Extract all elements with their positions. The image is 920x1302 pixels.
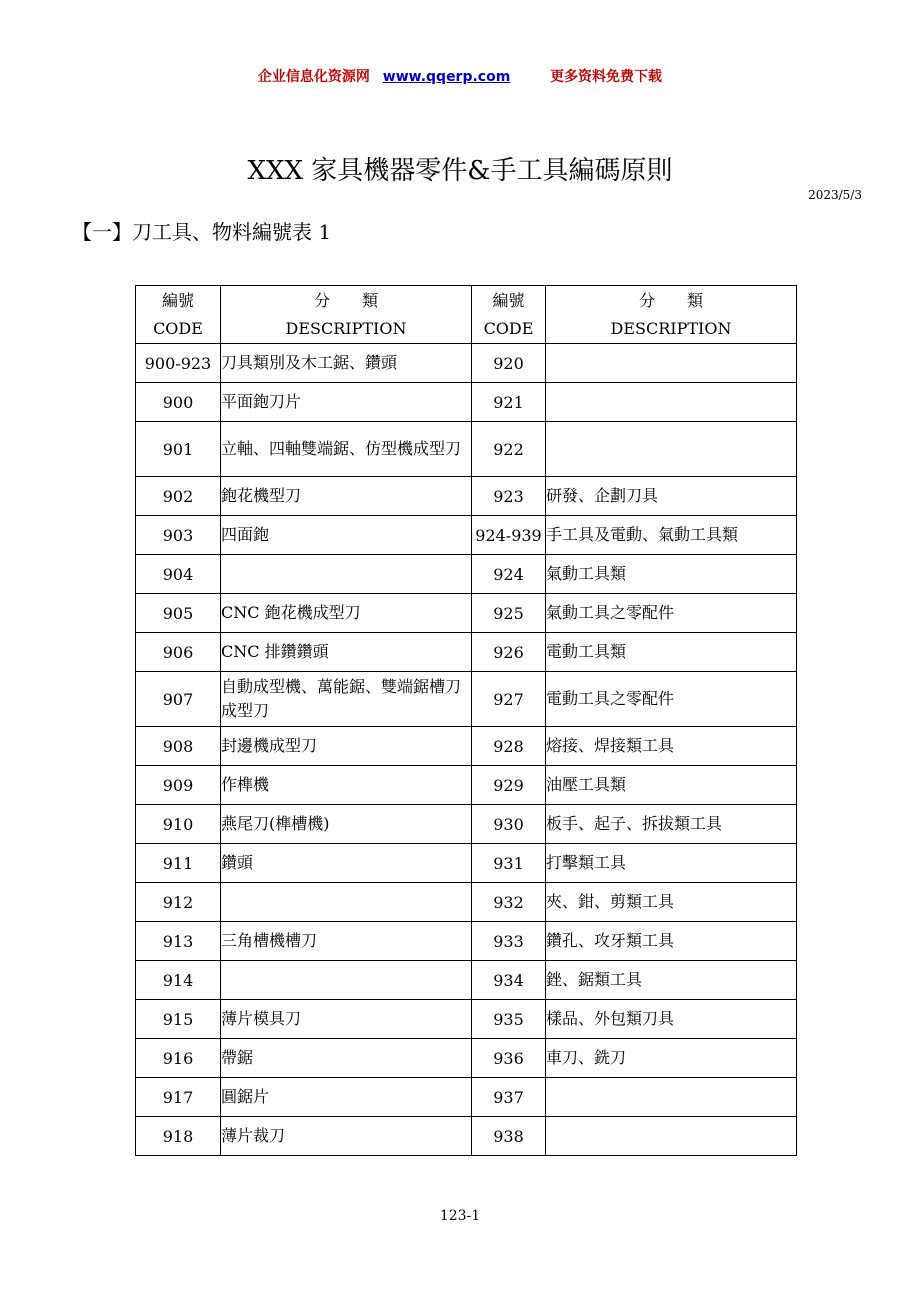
- code-left: 912: [136, 883, 221, 922]
- desc-left: 鉋花機型刀: [221, 477, 472, 516]
- desc-right: [546, 344, 797, 383]
- table-row: [136, 555, 797, 594]
- table-row: [136, 805, 797, 844]
- banner-right-text: 更多资料免费下载: [550, 69, 663, 85]
- code-left: 918: [136, 1117, 221, 1156]
- code-right: 928: [472, 727, 546, 766]
- code-left: 905: [136, 594, 221, 633]
- table-row: [136, 922, 797, 961]
- desc-right: 電動工具之零配件: [546, 672, 797, 727]
- table-header-row: [136, 286, 797, 344]
- code-left: 902: [136, 477, 221, 516]
- table-row: [136, 1000, 797, 1039]
- desc-left: 四面鉋: [221, 516, 472, 555]
- document-title: XXX 家具機器零件&手工具編碼原則: [247, 156, 673, 186]
- code-right: 924: [472, 555, 546, 594]
- code-right: 938: [472, 1117, 546, 1156]
- code-left: 917: [136, 1078, 221, 1117]
- table-row: [136, 383, 797, 422]
- code-right: 925: [472, 594, 546, 633]
- code-right: 934: [472, 961, 546, 1000]
- desc-left: 鑽頭: [221, 844, 472, 883]
- table-row: [136, 1117, 797, 1156]
- desc-left: CNC 排鑽鑽頭: [221, 633, 472, 672]
- desc-right: 打擊類工具: [546, 844, 797, 883]
- desc-right: [546, 1117, 797, 1156]
- desc-right: 電動工具類: [546, 633, 797, 672]
- desc-left: [221, 883, 472, 922]
- table-row: [136, 633, 797, 672]
- desc-left: 燕尾刀(榫槽機): [221, 805, 472, 844]
- table-row: [136, 594, 797, 633]
- code-left: 915: [136, 1000, 221, 1039]
- code-left: 906: [136, 633, 221, 672]
- desc-right: [546, 422, 797, 477]
- code-right: 929: [472, 766, 546, 805]
- code-left: 904: [136, 555, 221, 594]
- desc-left: 自動成型機、萬能鋸、雙端鋸槽刀成型刀: [221, 672, 472, 727]
- desc-right: [546, 383, 797, 422]
- desc-left: [221, 961, 472, 1000]
- desc-left: 圓鋸片: [221, 1078, 472, 1117]
- table-row: [136, 844, 797, 883]
- desc-right: 夾、鉗、剪類工具: [546, 883, 797, 922]
- table-row: [136, 477, 797, 516]
- code-right: 926: [472, 633, 546, 672]
- code-left: 916: [136, 1039, 221, 1078]
- desc-left: 封邊機成型刀: [221, 727, 472, 766]
- desc-left: [221, 555, 472, 594]
- desc-left: CNC 鉋花機成型刀: [221, 594, 472, 633]
- document-date: 2023/5/3: [808, 188, 862, 202]
- desc-right: 氣動工具類: [546, 555, 797, 594]
- code-right: 927: [472, 672, 546, 727]
- table-row: [136, 883, 797, 922]
- code-left: 911: [136, 844, 221, 883]
- table-row: [136, 516, 797, 555]
- desc-right: 手工具及電動、氣動工具類: [546, 516, 797, 555]
- desc-right: 銼、鋸類工具: [546, 961, 797, 1000]
- code-right: 931: [472, 844, 546, 883]
- table-row: [136, 422, 797, 477]
- desc-right: 氣動工具之零配件: [546, 594, 797, 633]
- code-left: 907: [136, 672, 221, 727]
- desc-left: 刀具類別及木工鋸、鑽頭: [221, 344, 472, 383]
- banner-link[interactable]: www.qqerp.com: [382, 69, 511, 85]
- desc-left: 平面鉋刀片: [221, 383, 472, 422]
- code-right: 936: [472, 1039, 546, 1078]
- desc-right: 車刀、銑刀: [546, 1039, 797, 1078]
- header-desc-right: 分 類 DESCRIPTION: [546, 286, 797, 344]
- desc-right: [546, 1078, 797, 1117]
- desc-left: 立軸、四軸雙端鋸、仿型機成型刀: [221, 422, 472, 477]
- header-code-left: 編號 CODE: [136, 286, 221, 344]
- table-row: [136, 766, 797, 805]
- code-right: 930: [472, 805, 546, 844]
- table-row: [136, 961, 797, 1000]
- code-right: 920: [472, 344, 546, 383]
- code-left: 900-923: [136, 344, 221, 383]
- site-banner: [0, 66, 920, 86]
- desc-right: 板手、起子、拆拔類工具: [546, 805, 797, 844]
- code-left: 910: [136, 805, 221, 844]
- desc-left: 薄片模具刀: [221, 1000, 472, 1039]
- desc-right: 油壓工具類: [546, 766, 797, 805]
- table-row: [136, 1039, 797, 1078]
- page-number: 123-1: [439, 1208, 481, 1224]
- section-heading: 【一】刀工具、物料編號表 1: [72, 220, 332, 244]
- desc-left: 作榫機: [221, 766, 472, 805]
- desc-right: 研發、企劃刀具: [546, 477, 797, 516]
- code-left: 914: [136, 961, 221, 1000]
- code-right: 922: [472, 422, 546, 477]
- code-right: 921: [472, 383, 546, 422]
- code-left: 900: [136, 383, 221, 422]
- table-row: [136, 672, 797, 727]
- code-left: 903: [136, 516, 221, 555]
- banner-left-text: 企业信息化资源网: [257, 69, 370, 85]
- code-left: 908: [136, 727, 221, 766]
- code-left: 913: [136, 922, 221, 961]
- header-desc-left: 分 類 DESCRIPTION: [221, 286, 472, 344]
- code-table: [135, 285, 797, 1156]
- code-right: 924-939: [472, 516, 546, 555]
- table-row: [136, 344, 797, 383]
- code-left: 909: [136, 766, 221, 805]
- header-code-right: 編號 CODE: [472, 286, 546, 344]
- desc-left: 薄片裁刀: [221, 1117, 472, 1156]
- code-right: 937: [472, 1078, 546, 1117]
- desc-left: 帶鋸: [221, 1039, 472, 1078]
- code-right: 933: [472, 922, 546, 961]
- desc-right: 熔接、焊接類工具: [546, 727, 797, 766]
- desc-left: 三角槽機槽刀: [221, 922, 472, 961]
- code-right: 932: [472, 883, 546, 922]
- code-right: 935: [472, 1000, 546, 1039]
- code-left: 901: [136, 422, 221, 477]
- table-row: [136, 727, 797, 766]
- code-right: 923: [472, 477, 546, 516]
- desc-right: 樣品、外包類刀具: [546, 1000, 797, 1039]
- desc-right: 鑽孔、攻牙類工具: [546, 922, 797, 961]
- table-row: [136, 1078, 797, 1117]
